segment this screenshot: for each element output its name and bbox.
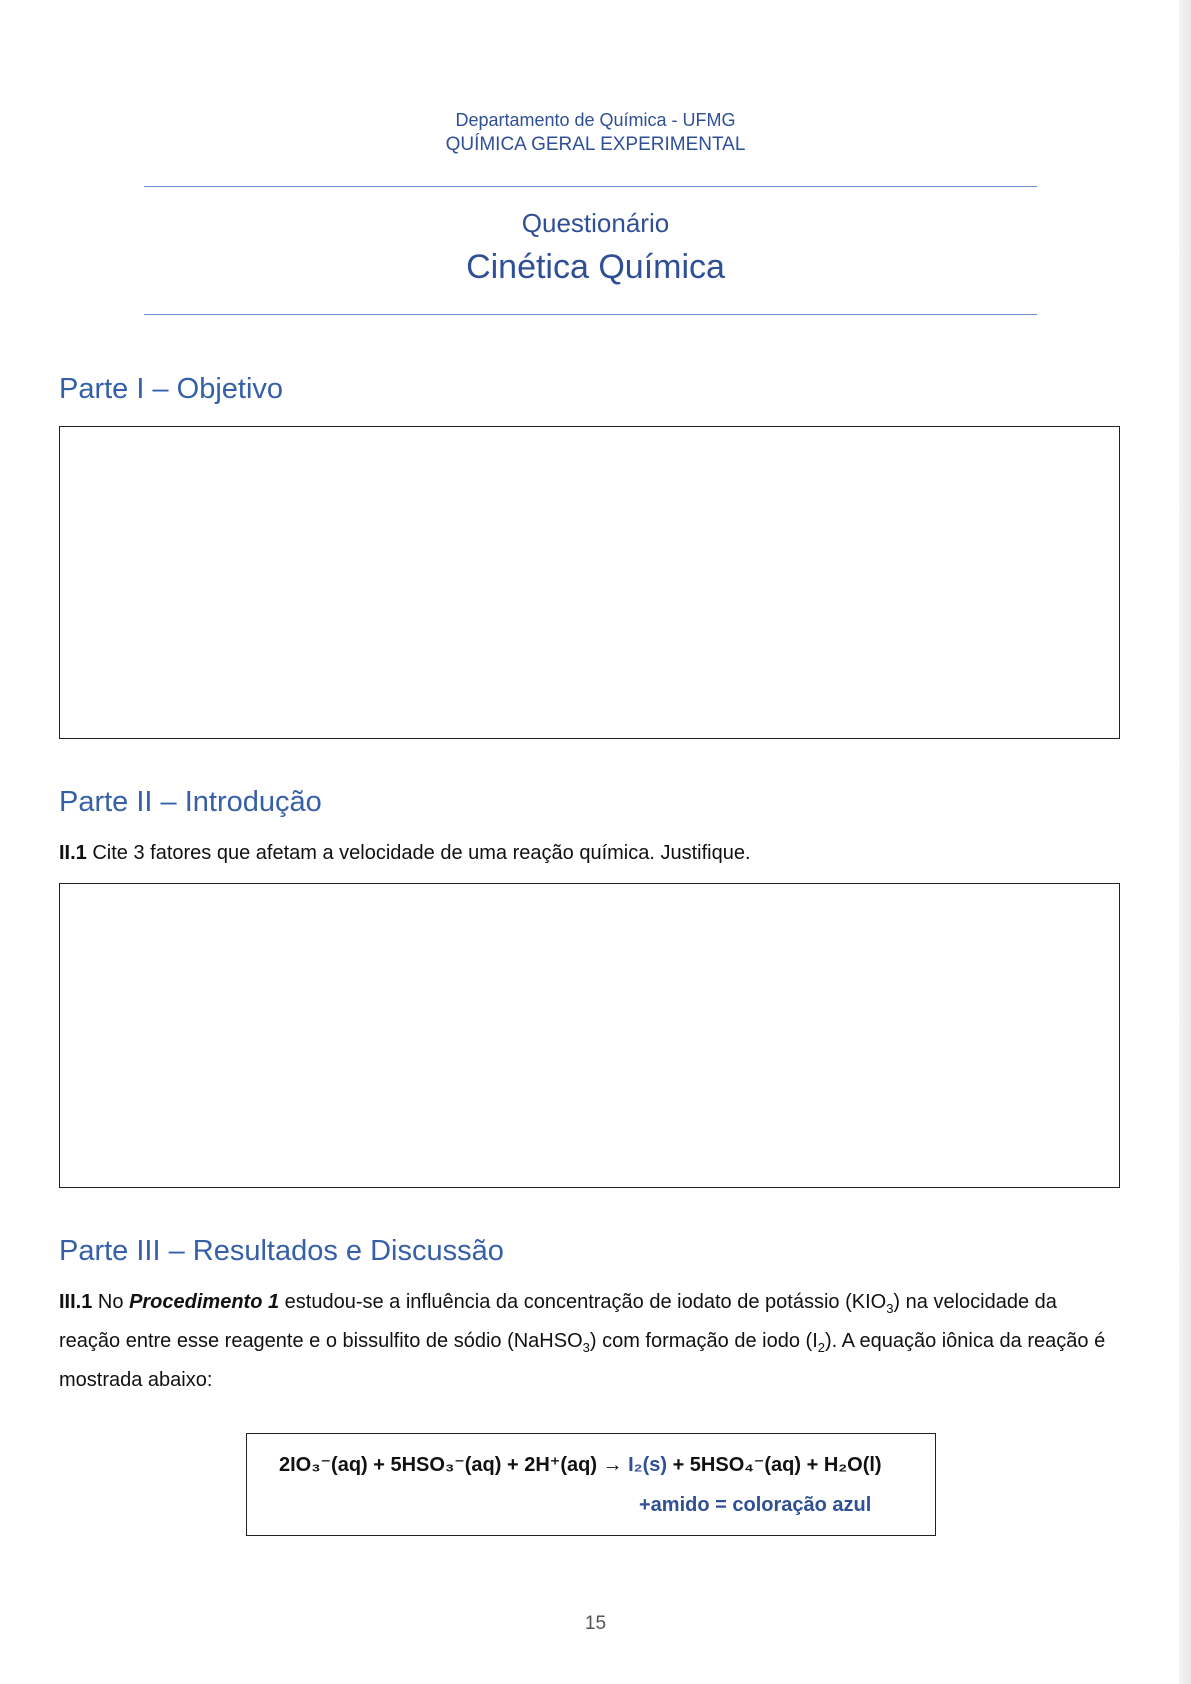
document-title: Cinética Química (466, 248, 725, 286)
page-number: 15 (584, 1613, 607, 1634)
subscript: 3 (582, 1340, 590, 1355)
equation-reactants: 2IO₃⁻(aq) + 5HSO₃⁻(aq) + 2H⁺(aq) → (279, 1454, 629, 1476)
subscript: 3 (886, 1301, 894, 1316)
question-number: II.1 (59, 842, 87, 864)
section-title-part1: Parte I – Objetivo (59, 373, 284, 405)
answer-box-introduction[interactable] (59, 883, 1120, 1188)
subscript: 2 (817, 1340, 825, 1355)
department-name: Departamento de Química - UFMG (455, 110, 736, 130)
equation-note: +amido = coloração azul (639, 1494, 872, 1516)
question-number: III.1 (59, 1291, 93, 1313)
equation-iodine-product: I₂(s) (628, 1454, 668, 1476)
header-divider-bottom (144, 314, 1037, 315)
answer-box-objective[interactable] (59, 426, 1120, 739)
question-III-1 (59, 1286, 1123, 1397)
question-text-part: estudou-se a influência da concentração de iodato de potássio (KIO (284, 1291, 887, 1313)
procedure-name: Procedimento 1 (129, 1291, 280, 1313)
course-name: QUÍMICA GERAL EXPERIMENTAL (445, 134, 746, 155)
question-text: Cite 3 fatores que afetam a velocidade de uma reação química. Justifique. (92, 842, 751, 864)
question-text-part: ). A equação iônica da reação é mostrada abaixo: (59, 1330, 1106, 1391)
document-subtitle: Questionário (521, 208, 670, 238)
section-title-part2: Parte II – Introdução (59, 786, 322, 818)
header-divider-top (144, 186, 1037, 187)
question-text-part: ) com formação de iodo (I (589, 1330, 818, 1352)
section-title-part3: Parte III – Resultados e Discussão (59, 1235, 504, 1267)
question-text-part: No (97, 1291, 124, 1313)
document-header (0, 108, 1191, 158)
question-text-part: ) na velocidade da reação entre esse reagente e o bissulfito de sódio (NaHSO (59, 1291, 1057, 1352)
equation-products: + 5HSO₄⁻(aq) + H₂O(l) (667, 1454, 882, 1476)
question-II-1 (59, 837, 1123, 870)
equation-box (246, 1433, 936, 1536)
ionic-equation (279, 1452, 882, 1477)
